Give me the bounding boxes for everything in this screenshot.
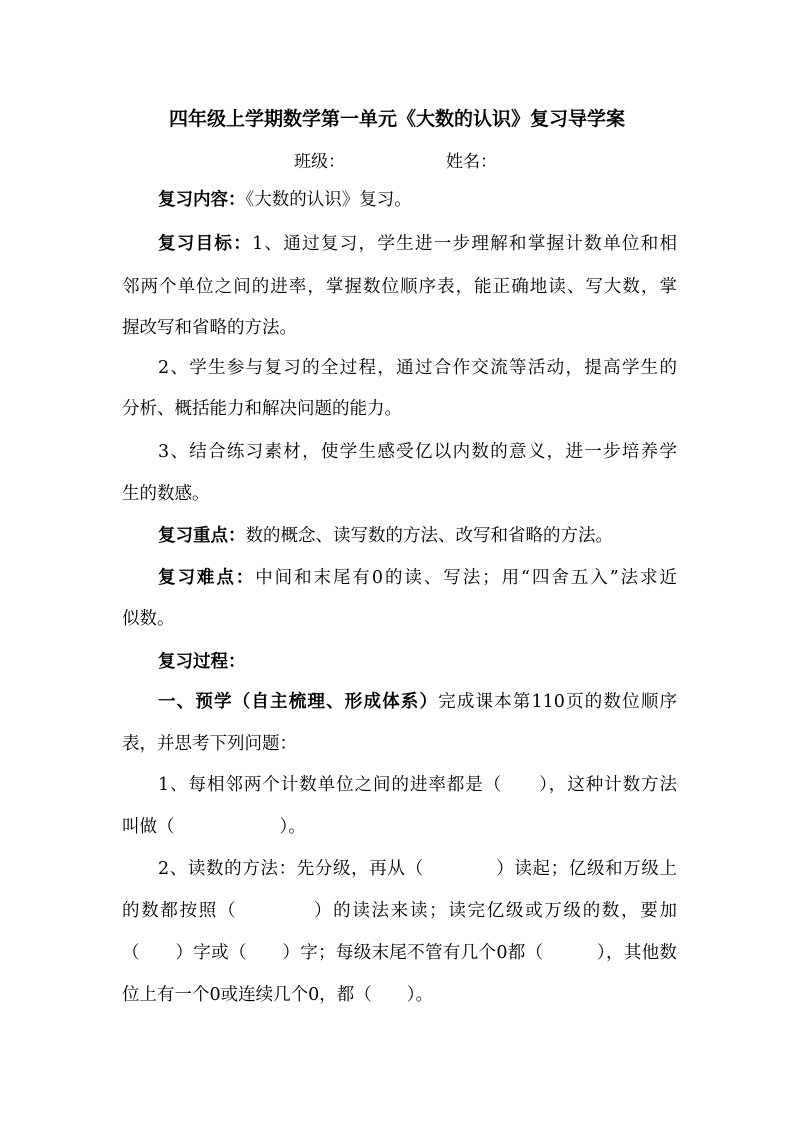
key-points-text: 数的概念、读写数的方法、改写和省略的方法。 <box>245 526 613 546</box>
question2-line-3: （ ）字或（ ）字；每级末尾不管有几个0都（ ），其他数 <box>122 943 677 963</box>
question1-line-1: 1、每相邻两个计数单位之间的进率都是（ ），这种计数方法 <box>158 775 677 795</box>
difficulty-line-2: 似数。 <box>122 609 175 629</box>
class-name-line <box>0 147 794 171</box>
class-label: 班级： <box>294 152 345 172</box>
goal-line-3: 握改写和省略的方法。 <box>122 318 297 338</box>
difficulty-label: 复习难点： <box>158 568 256 588</box>
question1-line-2: 叫做（ ）。 <box>122 817 306 837</box>
key-points-label: 复习重点： <box>158 526 246 546</box>
review-content-label: 复习内容： <box>158 190 246 210</box>
difficulty-line-1 <box>158 566 677 590</box>
key-points-line <box>158 524 677 548</box>
section1-label: 一、预学（自主梳理、形成体系） <box>158 692 439 712</box>
goal-line-1 <box>158 232 677 256</box>
question2-line-4: 位上有一个0或连续几个0，都（ ）。 <box>122 985 434 1005</box>
process-label: 复习过程： <box>158 652 246 672</box>
section1-line-2: 表，并思考下列问题： <box>122 734 297 754</box>
question2-line-2: 的数都按照（ ）的读法来读；读完亿级或万级的数，要加 <box>122 901 677 921</box>
goal-label: 复习目标： <box>158 234 253 254</box>
difficulty-text-a: 中间和末尾有0的读、写法；用“四舍五入”法求近 <box>255 568 677 588</box>
question2-line-1: 2、读数的方法：先分级，再从（ ）读起；亿级和万级上 <box>158 859 677 879</box>
section1-line-1 <box>158 690 677 714</box>
goal-3-line-1: 3、结合练习素材，使学生感受亿以内数的意义，进一步培养学 <box>158 442 677 462</box>
name-label: 姓名： <box>446 152 497 172</box>
review-content-line <box>158 188 677 212</box>
goal-line-2: 邻两个单位之间的进率，掌握数位顺序表，能正确地读、写大数，掌 <box>122 277 677 297</box>
goal-3-line-2: 生的数感。 <box>122 484 210 504</box>
review-content-text: 《大数的认识》复习。 <box>245 190 412 210</box>
goal-2-line-1: 2、学生参与复习的全过程，通过合作交流等活动，提高学生的 <box>158 358 677 378</box>
goal-2-line-2: 分析、概括能力和解决问题的能力。 <box>122 399 402 419</box>
section1-text-a: 完成课本第110页的数位顺序 <box>438 692 678 712</box>
goal-1-text-a: 1、通过复习，学生进一步理解和掌握计数单位和相 <box>252 234 678 254</box>
document-title: 四年级上学期数学第一单元《大数的认识》复习导学案 <box>168 108 625 130</box>
